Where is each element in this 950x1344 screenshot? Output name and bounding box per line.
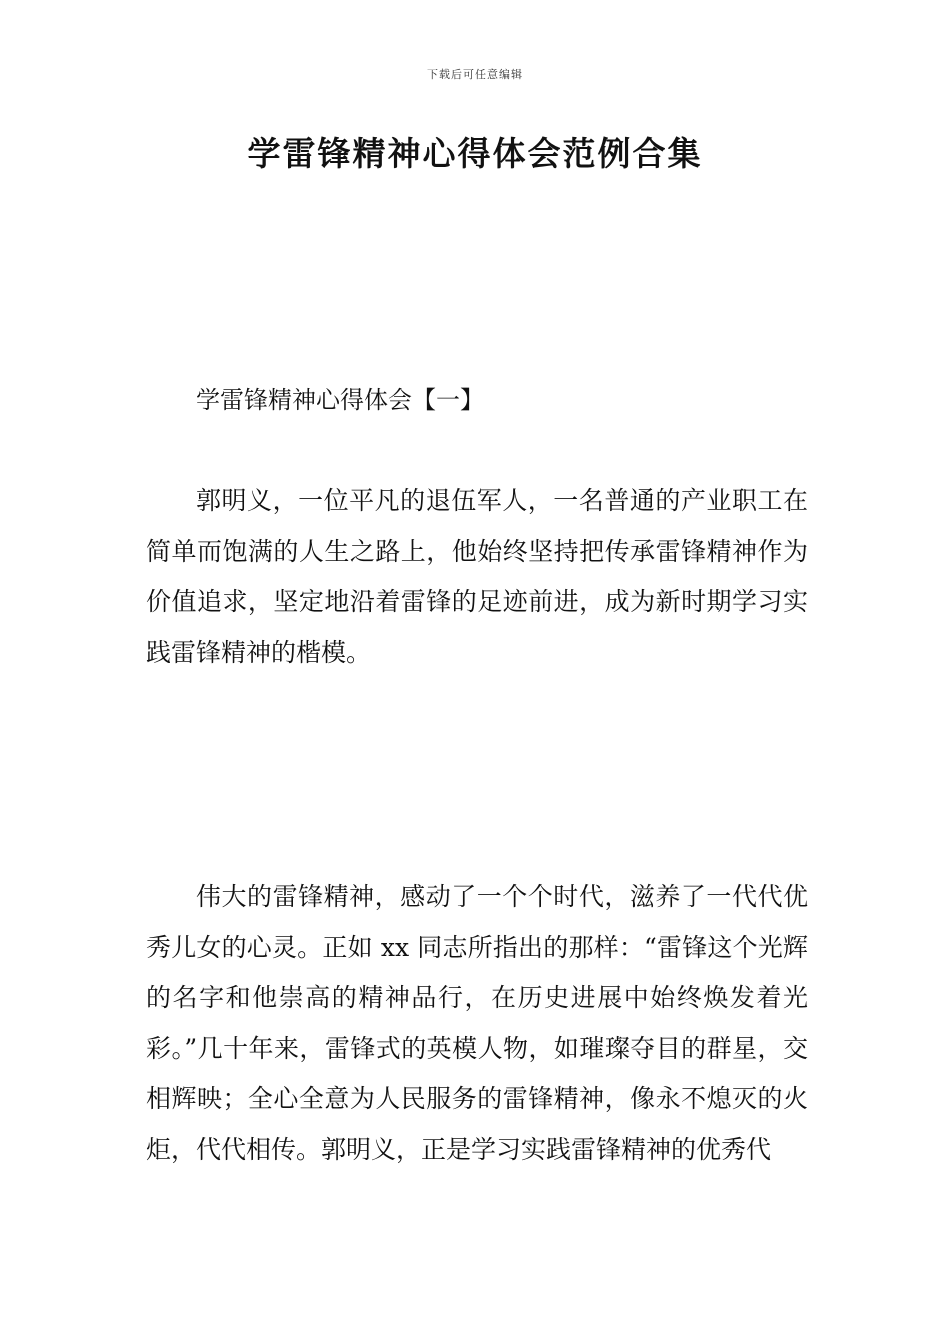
body-paragraph-1: 郭明义，一位平凡的退伍军人，一名普通的产业职工在简单而饱满的人生之路上，他始终坚持把传承雷锋精神作为价值追求，坚定地沿着雷锋的足迹前进，成为新时期学习实践雷锋精神的楷模。 (146, 486, 808, 667)
header-note: 下载后可任意编辑 (427, 68, 523, 81)
section-heading: 学雷锋精神心得体会【一】 (196, 386, 484, 414)
document-title: 学雷锋精神心得体会范例合集 (247, 134, 703, 173)
body-paragraph-2: 伟大的雷锋精神，感动了一个个时代，滋养了一代代优秀儿女的心灵。正如 xx 同志所指出的那样：“雷锋这个光辉的名字和他崇高的精神品行，在历史进展中始终焕发着光彩。”几十年来，雷锋式的英模人物，如璀璨夺目的群星，交相辉映；全心全意为人民服务的雷锋精神，像永不熄灭的火炬，代代相传。郭明义，正是学习实践雷锋精神的优秀代 (146, 882, 808, 1164)
